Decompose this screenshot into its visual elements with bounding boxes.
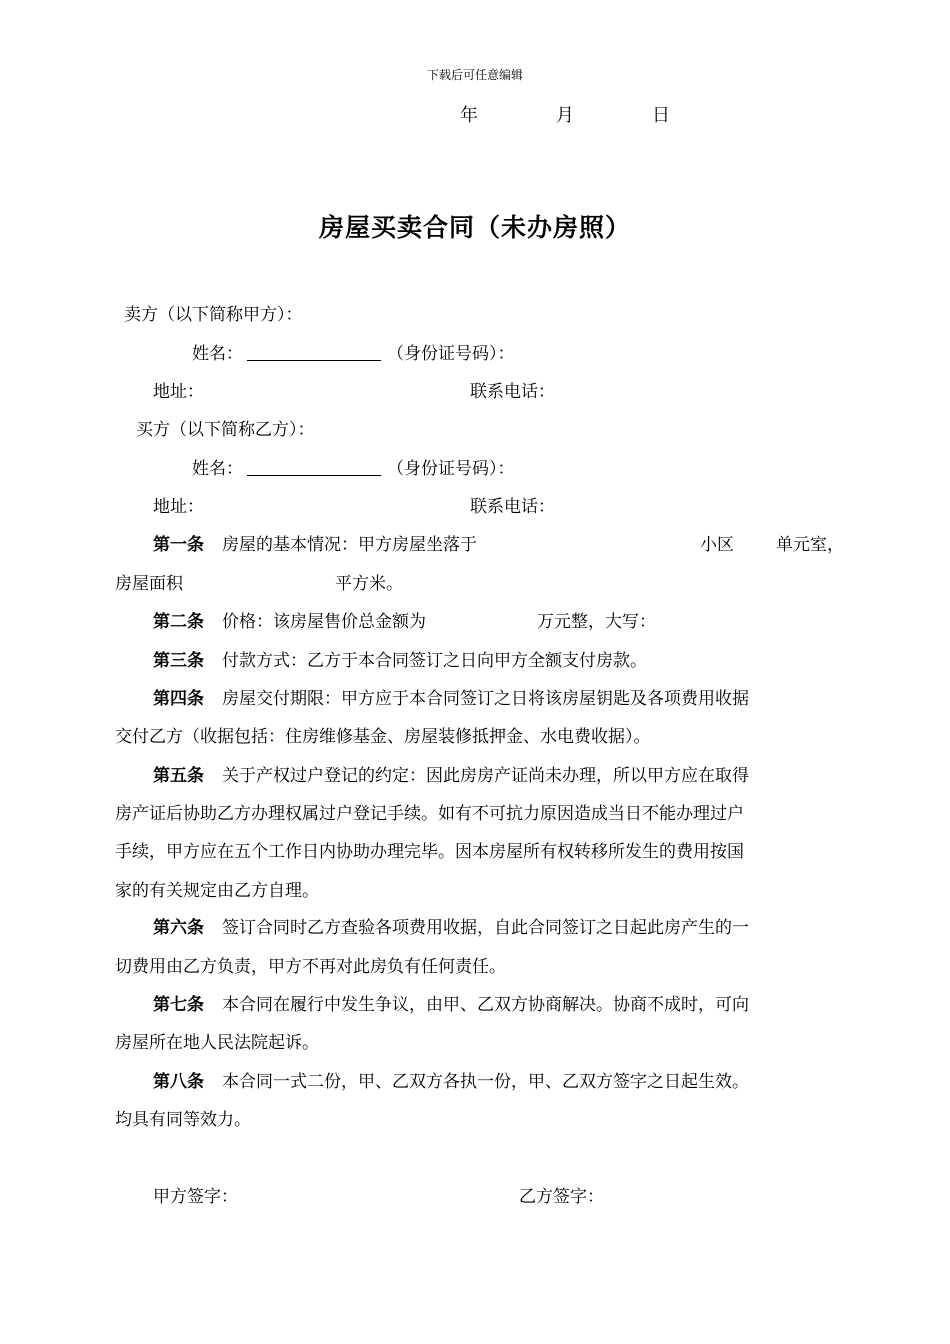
seller-name-label: 姓名：: [192, 344, 243, 364]
date-month: 月: [556, 105, 574, 126]
date-day: 日: [652, 105, 670, 126]
article-1-unit: 单元室，: [776, 535, 844, 555]
date-year: 年: [460, 105, 478, 126]
article-2-number: 第二条: [153, 612, 204, 632]
article-1-number: 第一条: [153, 535, 204, 555]
article-8-text: 本合同一式二份，甲、乙双方各执一份，甲、乙双方签字之日起生效。: [222, 1072, 749, 1092]
article-5-line-2: 房产证后协助乙方办理权属过户登记手续。如有不可抗力原因造成当日不能办理过户: [115, 804, 744, 824]
article-8-line-2: 均具有同等效力。: [115, 1110, 251, 1130]
seller-name-row: [192, 339, 515, 364]
article-2-amount-unit: 万元整，大写：: [537, 612, 656, 632]
buyer-heading: 买方（以下简称乙方）：: [136, 420, 315, 440]
buyer-name-row: [192, 454, 515, 479]
article-1-text: 房屋的基本情况：甲方房屋坐落于: [222, 535, 477, 555]
party-a-signature-label: 甲方签字：: [153, 1187, 238, 1207]
article-1-area-unit: 平方米。: [335, 574, 403, 594]
article-5-line-1: [153, 761, 749, 786]
article-5-text: 关于产权过户登记的约定：因此房房产证尚未办理，所以甲方应在取得: [222, 766, 749, 786]
article-6-line-2: 切费用由乙方负责，甲方不再对此房负有任何责任。: [115, 957, 506, 977]
article-8-number: 第八条: [153, 1072, 204, 1092]
article-7-number: 第七条: [153, 995, 204, 1015]
article-7-text: 本合同在履行中发生争议，由甲、乙双方协商解决。协商不成时，可向: [222, 995, 749, 1015]
article-3-line-1: [153, 646, 647, 671]
seller-id-label: （身份证号码）：: [387, 344, 515, 364]
article-4-line-1: [153, 684, 749, 709]
article-4-line-2: 交付乙方（收据包括：住房维修基金、房屋装修抵押金、水电费收据）。: [115, 727, 651, 747]
article-6-text: 签订合同时乙方查验各项费用收据，自此合同签订之日起此房产生的一: [222, 918, 749, 938]
article-3-text: 付款方式：乙方于本合同签订之日向甲方全额支付房款。: [222, 651, 647, 671]
article-4-text: 房屋交付期限：甲方应于本合同签订之日将该房屋钥匙及各项费用收据: [222, 689, 749, 709]
buyer-name-blank[interactable]: [247, 457, 381, 476]
article-6-line-1: [153, 913, 749, 938]
article-8-line-1: [153, 1067, 749, 1092]
article-1-community: 小区: [700, 535, 734, 555]
article-5-number: 第五条: [153, 766, 204, 786]
article-7-line-1: [153, 990, 749, 1015]
article-2-text: 价格：该房屋售价总金额为: [222, 612, 426, 632]
document-title: 房屋买卖合同（未办房照）: [318, 213, 631, 242]
seller-phone-label: 联系电话：: [470, 382, 555, 402]
buyer-address-label: 地址：: [153, 497, 204, 517]
article-5-line-3: 手续，甲方应在五个工作日内协助办理完毕。因本房屋所有权转移所发生的费用按国: [115, 842, 744, 862]
article-6-number: 第六条: [153, 918, 204, 938]
seller-name-blank[interactable]: [247, 342, 381, 361]
article-4-number: 第四条: [153, 689, 204, 709]
header-note: 下载后可任意编辑: [426, 68, 523, 82]
party-b-signature-label: 乙方签字：: [519, 1187, 604, 1207]
article-5-line-4: 家的有关规定由乙方自理。: [115, 881, 319, 901]
buyer-phone-label: 联系电话：: [470, 497, 555, 517]
article-1-line-1: [153, 530, 477, 555]
seller-heading: 卖方（以下简称甲方）：: [124, 305, 303, 325]
buyer-name-label: 姓名：: [192, 459, 243, 479]
article-3-number: 第三条: [153, 651, 204, 671]
article-7-line-2: 房屋所在地人民法院起诉。: [115, 1033, 319, 1053]
seller-address-label: 地址：: [153, 382, 204, 402]
article-1-area-label: 房屋面积: [115, 574, 183, 594]
buyer-id-label: （身份证号码）：: [387, 459, 515, 479]
article-2-line-1: [153, 607, 426, 632]
